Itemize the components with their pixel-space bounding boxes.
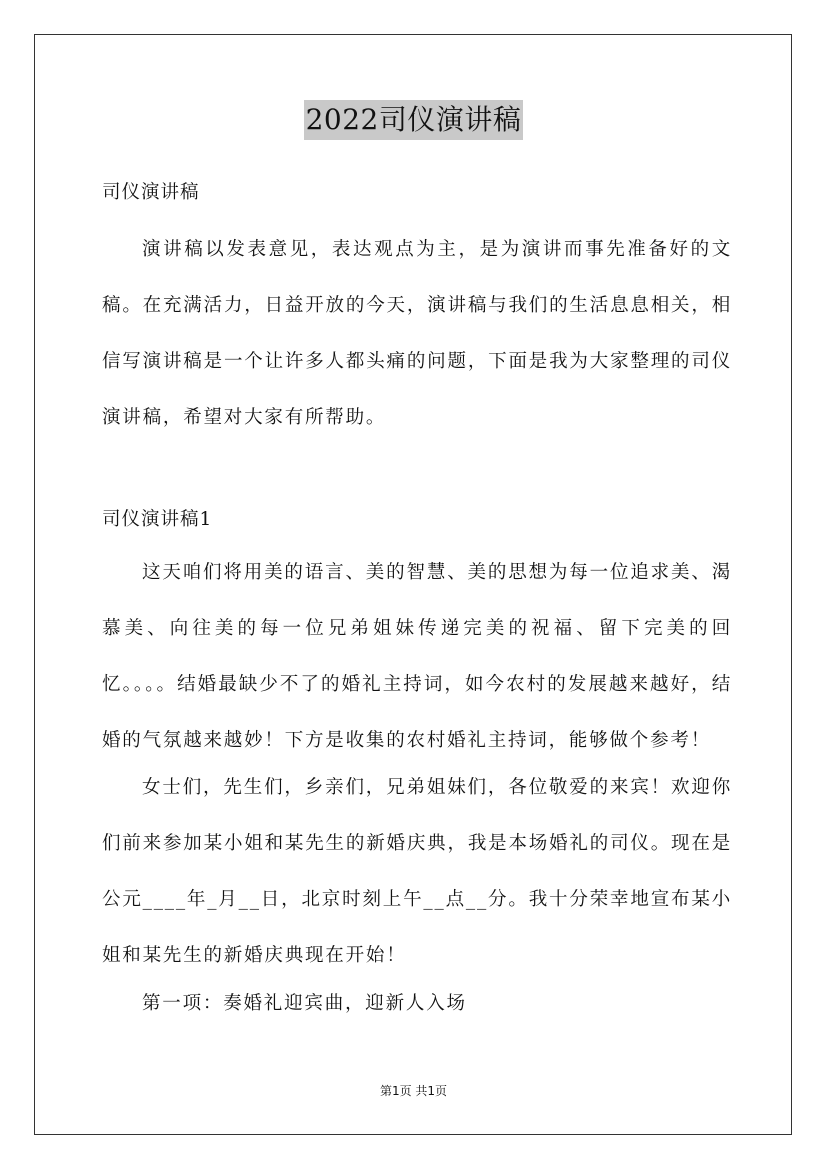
body-paragraph-2: 女士们，先生们，乡亲们，兄弟姐妹们，各位敬爱的来宾！欢迎你们前来参加某小姐和某先生的新婚庆典，我是本场婚礼的司仪。现在是公元____年_月__日，北京时刻上午__点__分。我十分荣幸地宣布某小姐和某先生的新婚庆典现在开始！ bbox=[102, 777, 732, 966]
body-paragraph-3: 第一项：奏婚礼迎宾曲，迎新人入场 bbox=[142, 993, 467, 1014]
body-paragraph-1: 这天咱们将用美的语言、美的智慧、美的思想为每一位追求美、渴慕美、向往美的每一位兄弟姐妹传递完美的祝福、留下完美的回忆。。。。结婚最缺少不了的婚礼主持词，如今农村的发展越来越好，结婚的气氛越来越妙！下方是收集的农村婚礼主持词，能够做个参考！ bbox=[102, 562, 732, 751]
page-footer: 第1页 共1页 bbox=[379, 1084, 448, 1098]
section-heading: 司仪演讲稿 bbox=[102, 182, 200, 203]
intro-paragraph: 演讲稿以发表意见，表达观点为主，是为演讲而事先准备好的文稿。在充满活力，日益开放的今天，演讲稿与我们的生活息息相关，相信写演讲稿是一个让许多人都头痛的问题，下面是我为大家整理的司仪演讲稿，希望对大家有所帮助。 bbox=[102, 239, 732, 428]
document-title: 2022司仪演讲稿 bbox=[304, 100, 524, 140]
title-container bbox=[0, 100, 827, 140]
section-heading-1: 司仪演讲稿1 bbox=[102, 509, 213, 530]
